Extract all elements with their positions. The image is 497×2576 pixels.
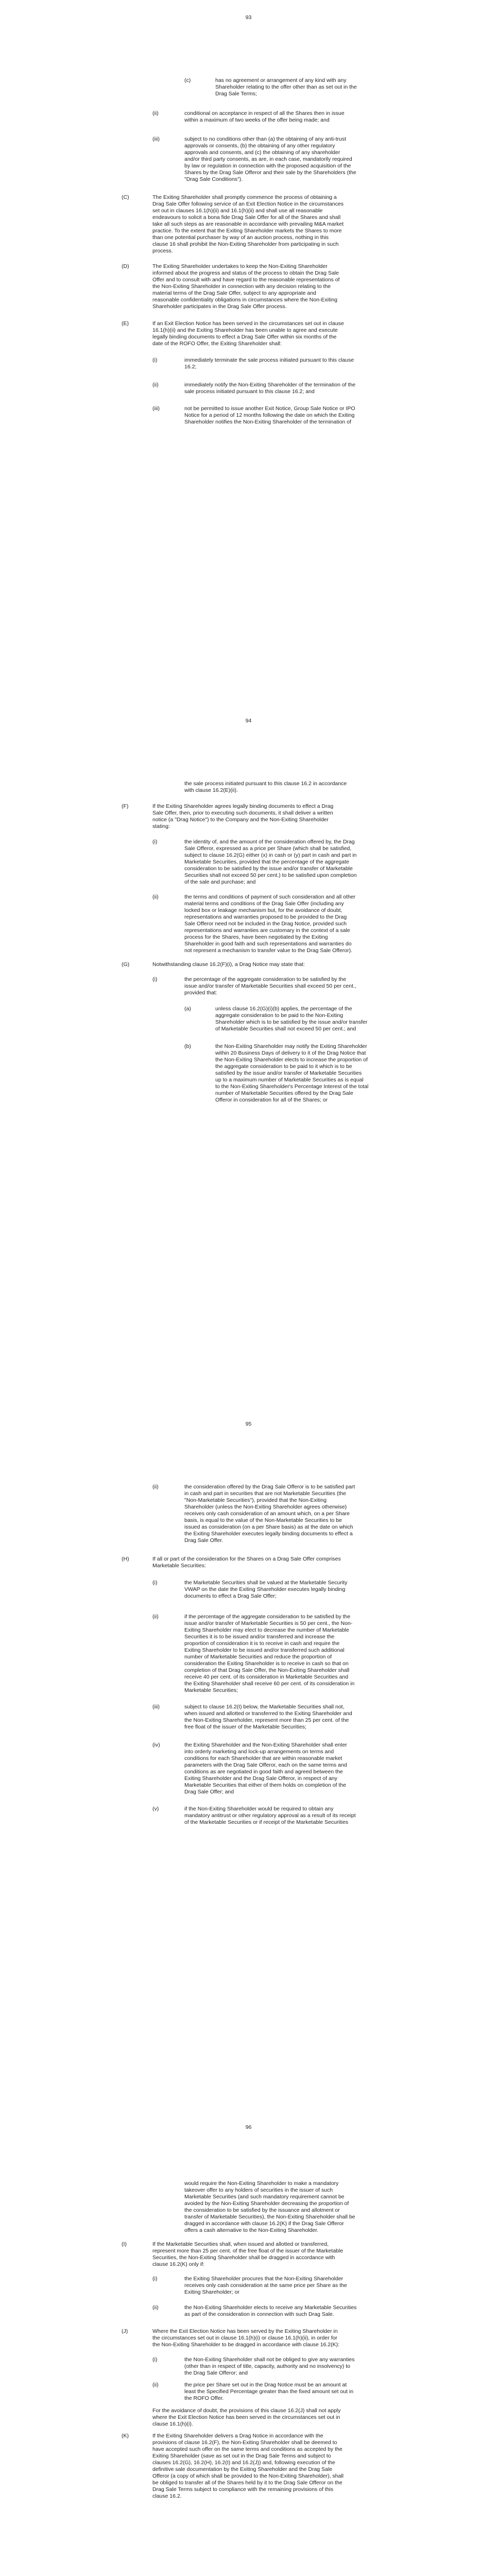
clause-text: the Marketable Securities shall be valued at the Marketable Security VWAP on the date the Exiting Shareholder executes legally binding documents to effect a Drag Sale Offer; (184, 1580, 348, 1599)
clause-text: immediately terminate the sale process initiated pursuant to this clause 16.2; (184, 357, 354, 370)
clause-text: the price per Share set out in the Drag Notice must be an amount at least the Specified Percentage greater than the fixed amount set out in the ROFO Offer. (184, 2382, 354, 2401)
clause-label: (G) (122, 961, 130, 968)
clause-text: immediately notify the Non-Exiting Shareholder of the termination of the sale process initiated pursuant to this clause 16.2; and (184, 382, 356, 395)
clause-label: (iii) (152, 405, 160, 412)
clause-text: If the Exiting Shareholder delivers a Drag Notice in accordance with the provisions of clause 16.2(F), the Non-Exiting Shareholder shall be deemed to have accepted such offer on the same terms and conditions as accepted by the Exiting Shareholder (save as set out in the Drag Sale Terms and subject to clauses 16.2(G), 16.2(H), 16.2(I) and 16.2(J)) and, following execution of the definitive sale documentation by the Exiting Shareholder and the Drag Sale Offeror (a copy of which shall be provided to the Non-Exiting Shareholder), shall be obliged to transfer all of the Shares held by it to the Drag Sale Offeror on the Drag Sale Terms subject to compliance with the remaining provisions of this clause 16.2. (152, 2433, 344, 2499)
clause-text: the Non-Exiting Shareholder may notify the Exiting Shareholder within 20 Business Days of delivery to it of the Drag Notice that the Non-Exiting Shareholder elects to increase the proportion of the aggregate consideration to be paid to it which is to be satisfied by the issue and/or transfer of Marketable Securities up to a maximum number of Marketable Securities as is equal to the Non-Exiting Shareholder's Percentage Interest of the total number of Marketable Securities offered by the Drag Sale Offeror in consideration for all of the Shares; or (215, 1043, 369, 1103)
clause-label: (c) (184, 77, 191, 83)
clause-text: the Non-Exiting Shareholder shall not be obliged to give any warranties (other than in respect of title, capacity, authority and no insolvency) to the Drag Sale Offeror; and (184, 2357, 355, 2376)
clause-label: (D) (122, 263, 129, 269)
clause-text: If the Marketable Securities shall, when issued and allotted or transferred, represent more than 25 per cent. of the free float of the issuer of the Marketable Securities, the Non-Exiting Shareholder shall be dragged in accordance with clause 16.2(K) only if: (152, 2241, 344, 2267)
clause-text: would require the Non-Exiting Shareholder to make a mandatory takeover offer to any holders of securities in the issuer of such Marketable Securities (and such mandatory requirement cannot be avoided by the Non-Exiting Shareholder decreasing the proportion of the consideration to be satisfied by the issuance and allotment or transfer of Marketable Securities), the Non-Exiting Shareholder shall be dragged in accordance with clause 16.2(K) if the Drag Sale Offeror offers a cash alternative to the Non-Exiting Shareholder. (184, 2180, 355, 2233)
clause-text: has no agreement or arrangement of any kind with any Shareholder relating to the offer other than as set out in the Drag Sale Terms; (215, 77, 357, 97)
clause-label: (a) (184, 1006, 191, 1012)
clause-label: (i) (152, 2357, 158, 2363)
page-95 (0, 1406, 497, 2110)
clause-label: (I) (122, 2241, 127, 2247)
clause-label: (C) (122, 194, 129, 200)
clause-label: (ii) (152, 1614, 159, 1620)
clause-text: not be permitted to issue another Exit Notice, Group Sale Notice or IPO Notice for a period of 12 months following the date on which the Exiting Shareholder notifies the Non-Exiting Shareholder of the termination of (184, 405, 355, 425)
clause-label: (i) (152, 2276, 158, 2282)
clause-label: (b) (184, 1043, 191, 1049)
clause-label: (v) (152, 1806, 159, 1812)
clause-text: Notwithstanding clause 16.2(F)(i), a Drag Notice may state that: (152, 961, 305, 968)
clause-text: If all or part of the consideration for the Shares on a Drag Sale Offer comprises Marketable Securities: (152, 1556, 341, 1569)
clause-label: (H) (122, 1556, 129, 1562)
clause-label: (F) (122, 803, 129, 809)
clause-label: (K) (122, 2433, 129, 2439)
clause-text: unless clause 16.2(G)(i)(b) applies, the percentage of the aggregate consideration to be paid to the Non-Exiting Shareholder which is to be satisfied by the issue and/or transfer of Marketable Securities shall not exceed 50 per cent.; and (215, 1006, 368, 1032)
clause-text: subject to no conditions other than (a) the obtaining of any anti-trust approvals or consents, (b) the obtaining of any other regulatory approvals and consents, and (c) the obtaining of any shareholder and/or third party consents, as are, in each case, mandatorily required by law or regulation in connection with the proposed acquisition of the Shares by the Drag Sale Offeror and their sale by the Shareholders (the "Drag Sale Conditions"). (184, 136, 356, 182)
clause-text: the sale process initiated pursuant to this clause 16.2 in accordance with clause 16.2(E)(ii). (184, 781, 347, 793)
clause-label: (ii) (152, 2382, 159, 2388)
page-number: 94 (245, 718, 252, 724)
clause-text: the terms and conditions of payment of such consideration and all other material terms and conditions of the Drag Sale Offer (including any locked box or leakage mechanism but, for the avoidance of doubt, representations and warranties proposed to be provided to the Drag Sale Offeror need not be included in the Drag Notice, provided such representations and warranties are customary in the context of a sale process for the Shares, have been negotiated by the Exiting Shareholder in good faith and such representations and warranties do not represent a mechanism to transfer value to the Drag Sale Offeror). (184, 894, 356, 954)
clause-label: (i) (152, 1580, 158, 1586)
clause-text: the percentage of the aggregate consideration to be satisfied by the issue and/or transfer of Marketable Securities shall exceed 50 per cent., provided that: (184, 976, 356, 996)
clause-text: The Exiting Shareholder undertakes to keep the Non-Exiting Shareholder informed about the progress and status of the process to obtain the Drag Sale Offer and to consult with and have regard to the reasonable representations of the Non-Exiting Shareholder in connection with any decision relating to the material terms of the Drag Sale Offer, subject to any appropriate and reasonable confidentiality obligations in circumstances where the Non-Exiting Shareholder participates in the Drag Sale Offer process. (152, 263, 340, 310)
clause-label: (iii) (152, 136, 160, 142)
clause-text: If an Exit Election Notice has been served in the circumstances set out in clause 16.1(h)(ii) and the Exiting Shareholder has been unable to agree and execute legally binding documents to effect a Drag Sale Offer within six months of the date of the ROFO Offer, the Exiting Shareholder shall: (152, 320, 344, 347)
page-93 (0, 0, 497, 703)
clause-text: subject to clause 16.2(I) below, the Marketable Securities shall not, when issued and allotted or transferred to the Exiting Shareholder and the Non-Exiting Shareholder, represent more than 25 per cent. of the free float of the issuer of the Marketable Securities; (184, 1704, 352, 1730)
page-number: 93 (245, 14, 252, 21)
clause-label: (i) (152, 839, 158, 845)
clause-label: (ii) (152, 894, 159, 900)
clause-text: the Exiting Shareholder and the Non-Exiting Shareholder shall enter into orderly marketing and lock-up arrangements on terms and conditions for each Shareholder that are within reasonable market parameters with the Drag Sale Offeror, each on the same terms and conditions as are negotiated in good faith and agreed between the Exiting Shareholder and the Drag Sale Offeror, in respect of any Marketable Securities that either of them holds on completion of the Drag Sale Offer; and (184, 1742, 347, 1795)
page-96 (0, 2110, 497, 2576)
clause-text: For the avoidance of doubt, the provisions of this clause 16.2(J) shall not apply where the Exit Election Notice has been served in the circumstances set out in clause 16.1(h)(i). (152, 2408, 341, 2427)
page-number: 96 (245, 2124, 252, 2130)
clause-text: the consideration offered by the Drag Sale Offeror is to be satisfied part in cash and part in securities that are not Marketable Securities (the "Non-Marketable Securities"), provided that the Non-Exiting Shareholder (unless the Non-Exiting Shareholder agrees otherwise) receives only cash consideration of an amount which, on a per Share basis, is equal to the value of the Non-Marketable Securities to be issued as consideration (on a per Share basis) as at the date on which the Exiting Shareholder executes legally binding documents to effect a Drag Sale Offer. (184, 1484, 355, 1544)
clause-text: conditional on acceptance in respect of all the Shares then in issue within a maximum of two weeks of the offer being made; and (184, 110, 345, 123)
clause-text: the identity of, and the amount of the consideration offered by, the Drag Sale Offeror, expressed as a price per Share (which shall be satisfied, subject to clause 16.2(G) either (x) in cash or (y) part in cash and part in Marketable Securities, provided that the percentage of the aggregate consideration to be satisfied by the issue and/or transfer of Marketable Securities shall not exceed 50 per cent.) to be satisfied upon completion of the sale and purchase; and (184, 839, 357, 885)
clause-text: the Exiting Shareholder procures that the Non-Exiting Shareholder receives only cash consideration at the same price per Share as the Exiting Shareholder; or (184, 2276, 347, 2295)
clause-text: Where the Exit Election Notice has been served by the Exiting Shareholder in the circumstances set out in clause 16.1(h)(i) or clause 16.1(h)(ii), in order for the Non-Exiting Shareholder to be dragged in accordance with clause 16.2(K): (152, 2328, 340, 2348)
clause-label: (ii) (152, 382, 159, 388)
clause-label: (E) (122, 320, 129, 327)
clause-text: if the percentage of the aggregate consideration to be satisfied by the issue and/or transfer of Marketable Securities is 50 per cent., the Non- Exiting Shareholder may elect to decrease the number of Marketable Securities it is to be issued and/or transferred and increase the proportion of consideration it is to receive in cash and require the Exiting Shareholder to be issued and/or transferred such additional number of Marketable Securities and reduce the proportion of consideration the Exiting Shareholder is to receive in cash so that on completion of that Drag Sale Offer, the Non-Exiting Shareholder shall receive 40 per cent. of its consideration in Marketable Securities and the Exiting Shareholder shall receive 60 per cent. of its consideration in Marketable Securities; (184, 1614, 355, 1693)
clause-text: If the Exiting Shareholder agrees legally binding documents to effect a Drag Sale Offer, then, prior to executing such documents, it shall deliver a written notice (a "Drag Notice") to the Company and the Non-Exiting Shareholder stating: (152, 803, 334, 829)
clause-text: the Non-Exiting Shareholder elects to receive any Marketable Securities as part of the consideration in connection with such Drag Sale. (184, 2304, 357, 2317)
page-94 (0, 703, 497, 1406)
clause-text: The Exiting Shareholder shall promptly commence the process of obtaining a Drag Sale Offer following service of an Exit Election Notice in the circumstances set out in clauses 16.1(h)(ii) and 16.1(h)(ii) and shall use all reasonable endeavours to solicit a bona fide Drag Sale Offer for all of the Shares and shall take all such steps as are reasonable in accordance with prevailing M&A market practice. To the extent that the Exiting Shareholder markets the Shares to more than one potential purchaser by way of an auction process, nothing in this clause 16 shall prohibit the Non-Exiting Shareholder from participating in such process. (152, 194, 344, 254)
clause-label: (i) (152, 357, 158, 363)
page-number: 95 (245, 1421, 252, 1427)
clause-label: (J) (122, 2328, 128, 2334)
clause-label: (iv) (152, 1742, 160, 1748)
clause-label: (ii) (152, 1484, 159, 1490)
clause-text: if the Non-Exiting Shareholder would be required to obtain any mandatory antitrust or other regulatory approval as a result of its receipt of the Marketable Securities or if receipt of the Marketable Securities (184, 1806, 356, 1825)
clause-label: (ii) (152, 110, 159, 116)
clause-label: (iii) (152, 1704, 160, 1710)
clause-label: (i) (152, 976, 158, 982)
clause-label: (ii) (152, 2304, 159, 2311)
